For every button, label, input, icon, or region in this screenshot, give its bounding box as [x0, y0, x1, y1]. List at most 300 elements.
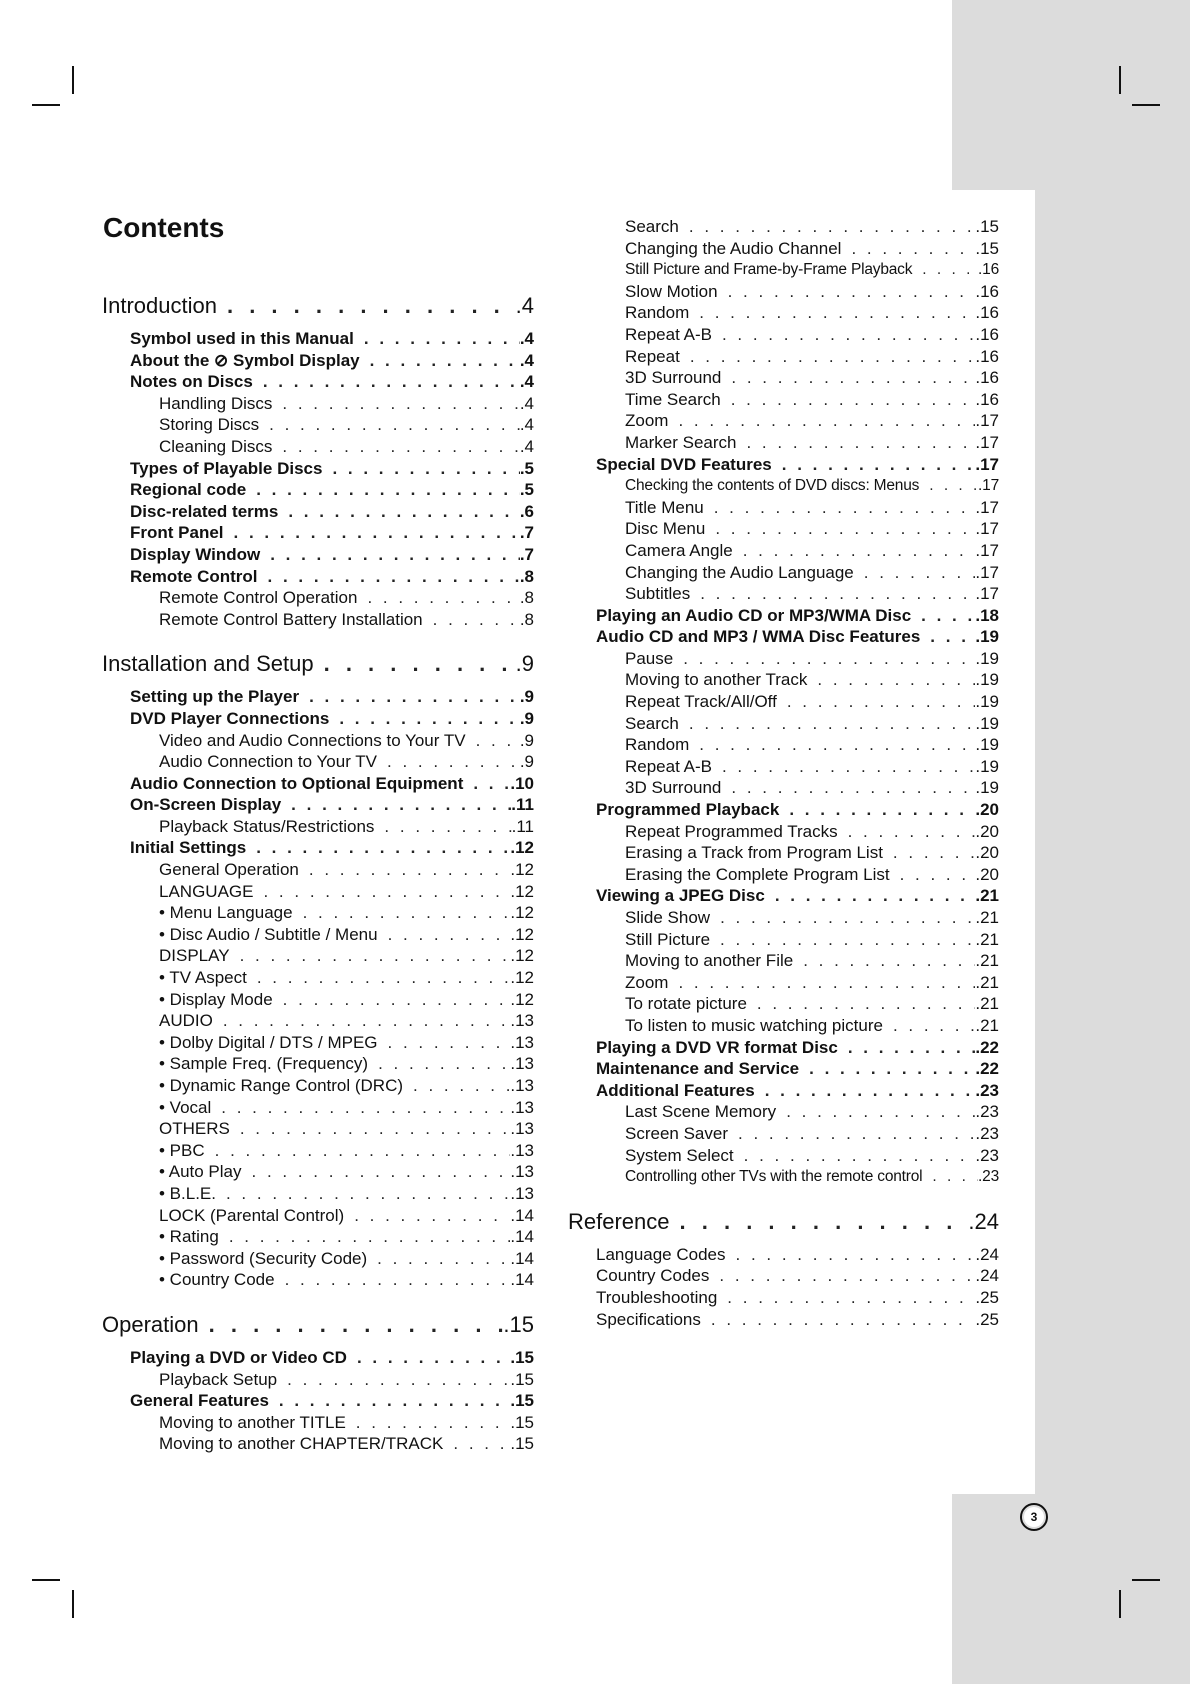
toc-entry[interactable] [102, 881, 534, 903]
toc-entry[interactable] [102, 479, 534, 501]
toc-entry-label: Search [625, 217, 679, 236]
toc-entry-page: .17 [975, 497, 999, 517]
toc-entry-label: Programmed Playback [596, 800, 780, 820]
toc-leader-dots [453, 1433, 510, 1455]
toc-leader-dots [256, 479, 520, 501]
toc-leader-dots [851, 238, 975, 260]
toc-entry-label: General Operation [159, 860, 299, 880]
toc-leader-dots [678, 972, 975, 994]
toc-entry-page: .5 [519, 480, 534, 500]
toc-entry-label: Repeat A-B [625, 324, 712, 344]
toc-entry-label: Controlling other TVs with the remote control [625, 1168, 923, 1186]
toc-leader-dots [221, 1097, 510, 1119]
toc-entry-label: Erasing a Track from Program List [625, 843, 883, 863]
toc-leader-dots [722, 324, 975, 346]
margin-tab-top [952, 0, 1190, 190]
toc-entry-label: • B.L.E. [159, 1183, 216, 1203]
toc-entry[interactable] [102, 1140, 534, 1162]
toc-entry[interactable] [102, 1161, 534, 1183]
toc-leader-dots [731, 777, 975, 799]
toc-entry-page: .9 [519, 730, 534, 750]
toc-entry[interactable] [568, 626, 999, 648]
toc-entry-label: Subtitles [625, 584, 691, 604]
toc-leader-dots [240, 1118, 511, 1140]
toc-entry[interactable] [568, 216, 999, 238]
toc-entry-label: About the ⊘ Symbol Display [130, 350, 360, 370]
toc-entry[interactable] [102, 1412, 534, 1434]
toc-entry-label: Moving to another File [625, 951, 794, 971]
toc-entry-label: Notes on Discs [130, 372, 253, 392]
toc-entry[interactable] [102, 902, 534, 924]
toc-entry-label: 3D Surround [625, 368, 722, 388]
toc-entry-label: Country Codes [596, 1266, 710, 1286]
toc-entry[interactable] [568, 821, 999, 843]
toc-entry[interactable] [568, 1309, 999, 1331]
toc-entry-label: Specifications [596, 1309, 701, 1329]
toc-entry-label: Reference [568, 1208, 670, 1234]
toc-leader-dots [473, 773, 510, 795]
toc-leader-dots [727, 1287, 975, 1309]
toc-entry-page: .8 [519, 609, 534, 629]
toc-entry[interactable] [568, 432, 999, 454]
toc-entry[interactable] [568, 907, 999, 929]
toc-section-heading[interactable] [102, 1311, 534, 1339]
toc-entry[interactable] [568, 367, 999, 389]
toc-entry-label: • Auto Play [159, 1162, 242, 1182]
toc-entry-page: .19 [975, 648, 999, 668]
toc-leader-dots [229, 1226, 511, 1248]
toc-entry-label: System Select [625, 1145, 734, 1165]
toc-entry-label: Slide Show [625, 908, 711, 927]
toc-leader-dots [356, 1412, 511, 1434]
toc-entry-page: .13 [510, 1054, 534, 1074]
toc-entry-label: Playback Setup [159, 1369, 278, 1389]
toc-entry-label: Display Window [130, 544, 261, 564]
toc-entry-label: LANGUAGE [159, 881, 254, 901]
toc-entry[interactable] [102, 436, 534, 458]
toc-entry[interactable] [102, 1433, 534, 1455]
toc-section-heading[interactable] [102, 650, 534, 678]
toc-section-heading[interactable] [102, 292, 534, 320]
toc-leader-dots [678, 410, 975, 432]
toc-entry[interactable] [102, 1269, 534, 1291]
toc-entry-label: Zoom [625, 972, 669, 992]
toc-entry-page: .13 [510, 1076, 534, 1095]
toc-entry-label: Additional Features [596, 1080, 755, 1100]
toc-entry[interactable] [568, 1037, 999, 1059]
toc-entry-label: Front Panel [130, 523, 224, 543]
toc-leader-dots [722, 756, 975, 778]
toc-entry-page: .23 [975, 1123, 999, 1143]
toc-entry-page: .9 [515, 651, 534, 677]
toc-entry[interactable] [568, 583, 999, 605]
toc-entry[interactable] [102, 859, 534, 881]
toc-entry-page: .23 [975, 1102, 999, 1122]
toc-leader-dots [339, 708, 519, 730]
toc-entry-page: .4 [519, 436, 534, 456]
toc-entry-page: .25 [975, 1287, 999, 1307]
toc-entry[interactable] [568, 1080, 999, 1102]
toc-entry-page: .20 [975, 821, 999, 841]
toc-entry-page: .21 [975, 1015, 999, 1035]
toc-leader-dots [282, 393, 519, 415]
toc-entry-label: Slow Motion [625, 281, 718, 301]
toc-entry[interactable] [102, 414, 534, 436]
toc-entry[interactable] [568, 1265, 999, 1287]
toc-leader-dots [357, 1347, 510, 1369]
toc-entry-label: Audio Connection to Your TV [159, 752, 378, 772]
toc-entry[interactable] [568, 1058, 999, 1080]
toc-entry[interactable] [568, 972, 999, 994]
toc-leader-dots [252, 1161, 511, 1183]
toc-entry-page: .4 [519, 372, 534, 392]
toc-entry-label: Remote Control [130, 566, 258, 586]
toc-entry-label: Symbol used in this Manual [130, 329, 354, 348]
toc-entry[interactable] [568, 302, 999, 324]
toc-entry-page: .12 [510, 946, 534, 966]
toc-entry-page: .19 [975, 735, 999, 755]
toc-entry[interactable] [102, 522, 534, 544]
toc-leader-dots [476, 730, 520, 752]
toc-leader-dots [765, 1080, 976, 1102]
toc-entry-label: Random [625, 735, 690, 755]
toc-leader-dots [921, 605, 975, 627]
toc-entry-page: .19 [975, 713, 999, 733]
toc-entry[interactable] [102, 967, 534, 989]
toc-entry-label: Storing Discs [159, 415, 260, 435]
toc-entry-page: .24 [968, 1208, 999, 1234]
toc-entry-label: Still Picture [625, 929, 711, 949]
toc-leader-dots [413, 1075, 510, 1097]
toc-entry-page: .21 [975, 951, 999, 971]
toc-entry-label: Types of Playable Discs [130, 458, 323, 478]
toc-entry[interactable] [568, 842, 999, 864]
toc-leader-dots [367, 587, 519, 609]
toc-entry[interactable] [102, 1118, 534, 1140]
toc-leader-dots [287, 1369, 510, 1391]
toc-entry-page: .9 [519, 708, 534, 728]
toc-entry[interactable] [102, 458, 534, 480]
toc-entry-page: .12 [510, 881, 534, 901]
toc-entry-page: .4 [519, 329, 534, 348]
toc-leader-dots [690, 346, 976, 368]
toc-entry-page: .12 [510, 924, 534, 944]
toc-entry[interactable] [568, 410, 999, 432]
toc-entry-page: .9 [519, 687, 534, 707]
toc-entry-page: .13 [510, 1140, 534, 1160]
toc-leader-dots [332, 458, 519, 480]
toc-entry[interactable] [102, 773, 534, 795]
toc-leader-dots [731, 389, 976, 411]
toc-entry[interactable] [568, 454, 999, 476]
toc-leader-dots [291, 794, 511, 816]
toc-entry[interactable] [102, 1053, 534, 1075]
toc-entry-page: .21 [975, 886, 999, 906]
toc-entry-page: .14 [510, 1205, 534, 1225]
toc-entry-label: Disc-related terms [130, 501, 279, 521]
toc-entry[interactable] [102, 751, 534, 773]
toc-entry[interactable] [102, 544, 534, 566]
toc-leader-dots [683, 648, 975, 670]
toc-entry[interactable] [568, 1166, 999, 1188]
toc-leader-dots [256, 837, 510, 859]
toc-entry-label: Setting up the Player [130, 687, 300, 707]
toc-leader-dots [283, 989, 511, 1011]
toc-leader-dots [929, 475, 978, 497]
toc-entry-page: .16 [978, 261, 999, 279]
toc-entry[interactable] [568, 799, 999, 821]
toc-entry-page: .17 [975, 584, 999, 604]
toc-entry[interactable] [102, 566, 534, 588]
toc-entry-page: .4 [519, 415, 534, 435]
toc-entry[interactable] [568, 691, 999, 713]
toc-entry[interactable] [102, 945, 534, 967]
toc-entry[interactable] [568, 281, 999, 303]
toc-entry-label: To listen to music watching picture [625, 1015, 883, 1035]
toc-entry[interactable] [102, 794, 534, 816]
toc-entry[interactable] [102, 1075, 534, 1097]
toc-leader-dots [719, 1265, 975, 1287]
toc-entry[interactable] [102, 393, 534, 415]
toc-entry[interactable] [102, 371, 534, 393]
toc-entry-page: .18 [975, 605, 999, 625]
toc-leader-dots [744, 1145, 976, 1167]
toc-leader-dots [893, 1015, 975, 1037]
toc-leader-dots [817, 669, 975, 691]
toc-entry-page: .7 [519, 544, 534, 564]
toc-entry-label: Erasing the Complete Program List [625, 864, 890, 884]
toc-leader-dots [285, 1269, 511, 1291]
toc-entry[interactable] [568, 669, 999, 691]
toc-leader-dots [720, 929, 975, 951]
toc-leader-dots [384, 816, 511, 838]
toc-entry[interactable] [102, 1183, 534, 1205]
toc-entry-label: Installation and Setup [102, 651, 314, 677]
toc-entry[interactable] [568, 713, 999, 735]
toc-entry[interactable] [568, 324, 999, 346]
toc-entry-label: Maintenance and Service [596, 1059, 800, 1079]
toc-entry-page: .19 [975, 670, 999, 690]
toc-leader-dots [699, 734, 975, 756]
toc-entry[interactable] [102, 1205, 534, 1227]
toc-entry-page: .17 [975, 562, 999, 582]
toc-leader-dots [736, 1244, 976, 1266]
toc-entry-label: • Country Code [159, 1270, 275, 1290]
toc-entry-page: .13 [510, 1162, 534, 1182]
page-title: Contents [103, 212, 225, 243]
toc-leader-dots [775, 885, 976, 907]
toc-entry-label: Last Scene Memory [625, 1102, 777, 1122]
toc-leader-dots [269, 414, 520, 436]
toc-entry[interactable] [568, 497, 999, 519]
toc-entry[interactable] [568, 950, 999, 972]
toc-leader-dots [263, 371, 520, 393]
toc-entry-page: .14 [510, 1270, 534, 1290]
toc-entry[interactable] [102, 837, 534, 859]
toc-leader-dots [782, 454, 976, 476]
toc-leader-dots [728, 281, 976, 303]
toc-entry-page: .17 [975, 411, 999, 431]
toc-entry-label: • TV Aspect [159, 968, 247, 988]
toc-entry-page: .16 [975, 303, 999, 323]
toc-entry-label: Screen Saver [625, 1123, 728, 1143]
toc-entry[interactable] [568, 540, 999, 562]
toc-entry[interactable] [568, 993, 999, 1015]
toc-entry-page: .22 [975, 1037, 999, 1057]
toc-entry-label: Marker Search [625, 432, 737, 452]
toc-entry[interactable] [102, 328, 534, 350]
toc-entry-page: .24 [975, 1244, 999, 1264]
toc-entry-label: OTHERS [159, 1119, 230, 1139]
toc-entry[interactable] [102, 1369, 534, 1391]
toc-entry[interactable] [102, 1097, 534, 1119]
toc-entry[interactable] [102, 587, 534, 609]
toc-leader-dots [900, 864, 976, 886]
toc-entry-page: .11 [511, 816, 534, 836]
crop-mark [1132, 104, 1160, 106]
toc-entry[interactable] [568, 648, 999, 670]
toc-entry[interactable] [102, 924, 534, 946]
toc-entry-page: .24 [975, 1266, 999, 1286]
toc-entry-page: .4 [519, 393, 534, 413]
toc-entry-label: Handling Discs [159, 393, 273, 413]
toc-entry[interactable] [102, 730, 534, 752]
toc-entry-page: .22 [975, 1059, 999, 1079]
toc-entry[interactable] [568, 1145, 999, 1167]
toc-entry-label: • Sample Freq. (Frequency) [159, 1054, 369, 1074]
toc-entry-page: .14 [510, 1227, 534, 1247]
toc-entry[interactable] [102, 609, 534, 631]
toc-entry-label: Still Picture and Frame-by-Frame Playback [625, 261, 913, 279]
toc-leader-dots [731, 367, 975, 389]
toc-leader-dots [303, 902, 511, 924]
toc-entry[interactable] [568, 777, 999, 799]
toc-entry-page: .17 [975, 519, 999, 539]
toc-entry[interactable] [568, 518, 999, 540]
toc-leader-dots [711, 1309, 975, 1331]
toc-entry[interactable] [568, 1015, 999, 1037]
toc-entry[interactable] [568, 929, 999, 951]
toc-leader-dots [324, 650, 516, 678]
toc-entry-page: .20 [975, 843, 999, 863]
toc-entry[interactable] [568, 238, 999, 260]
toc-entry-page: .17 [975, 454, 999, 474]
toc-leader-dots [257, 967, 511, 989]
toc-leader-dots [787, 691, 976, 713]
toc-entry-page: .15 [510, 1412, 534, 1432]
toc-entry[interactable] [102, 1248, 534, 1270]
toc-entry[interactable] [102, 1226, 534, 1248]
toc-leader-dots [377, 1248, 510, 1270]
toc-entry-page: .16 [975, 368, 999, 388]
toc-leader-dots [387, 751, 520, 773]
toc-entry[interactable] [102, 1032, 534, 1054]
toc-entry-page: .17 [978, 477, 999, 495]
toc-entry-page: .21 [975, 972, 999, 992]
toc-entry[interactable] [102, 1390, 534, 1412]
toc-leader-dots [215, 1140, 511, 1162]
toc-entry-page: .12 [510, 838, 534, 858]
toc-entry-page: .9 [519, 752, 534, 772]
toc-entry-label: DISPLAY [159, 946, 230, 966]
toc-entry-page: .12 [510, 968, 534, 988]
toc-leader-dots [699, 302, 975, 324]
toc-leader-dots [803, 950, 975, 972]
toc-entry[interactable] [568, 562, 999, 584]
toc-entry[interactable] [568, 734, 999, 756]
toc-entry[interactable] [568, 389, 999, 411]
toc-entry[interactable] [568, 475, 999, 497]
toc-entry[interactable] [568, 259, 999, 281]
toc-entry-label: Search [625, 713, 679, 733]
toc-entry[interactable] [102, 686, 534, 708]
toc-entry-page: .23 [975, 1145, 999, 1165]
toc-entry[interactable] [568, 1287, 999, 1309]
toc-entry-page: .23 [975, 1080, 999, 1100]
toc-entry-label: Video and Audio Connections to Your TV [159, 730, 466, 750]
toc-entry[interactable] [568, 1101, 999, 1123]
toc-entry-label: Repeat Track/All/Off [625, 692, 777, 712]
toc-entry[interactable] [102, 708, 534, 730]
toc-entry-page: .17 [975, 540, 999, 560]
toc-entry-label: • Rating [159, 1227, 219, 1247]
toc-entry-label: DVD Player Connections [130, 708, 330, 728]
toc-entry-label: Pause [625, 648, 674, 668]
toc-entry[interactable] [568, 864, 999, 886]
toc-leader-dots [309, 859, 510, 881]
toc-entry-label: Changing the Audio Language [625, 562, 854, 582]
toc-leader-dots [720, 907, 975, 929]
toc-entry[interactable] [102, 816, 534, 838]
toc-entry[interactable] [568, 885, 999, 907]
toc-entry-page: .12 [510, 989, 534, 1009]
toc-entry[interactable] [568, 346, 999, 368]
toc-entry-label: • Dolby Digital / DTS / MPEG [159, 1032, 378, 1052]
toc-entry-page: .21 [975, 994, 999, 1014]
toc-leader-dots [757, 993, 975, 1015]
toc-leader-dots [433, 609, 520, 631]
toc-leader-dots [700, 583, 975, 605]
toc-entry[interactable] [102, 1347, 534, 1369]
toc-leader-dots [234, 522, 520, 544]
toc-entry[interactable] [102, 1010, 534, 1032]
toc-entry[interactable] [102, 989, 534, 1011]
toc-leader-dots [388, 924, 511, 946]
toc-entry-page: .13 [510, 1097, 534, 1117]
toc-entry[interactable] [568, 605, 999, 627]
toc-entry-page: .23 [978, 1168, 999, 1186]
toc-entry-page: .13 [510, 1183, 534, 1203]
crop-mark [32, 1579, 60, 1581]
toc-leader-dots [227, 292, 516, 320]
toc-entry-label: Regional code [130, 480, 247, 500]
toc-section-heading[interactable] [568, 1208, 999, 1236]
toc-leader-dots [680, 1208, 969, 1236]
toc-entry-page: .6 [519, 501, 534, 521]
toc-entry-page: .8 [519, 588, 534, 608]
toc-entry-page: .4 [515, 293, 534, 318]
toc-entry[interactable] [102, 350, 534, 372]
toc-entry[interactable] [568, 756, 999, 778]
toc-entry[interactable] [568, 1244, 999, 1266]
crop-mark [1119, 66, 1121, 94]
toc-entry-page: .16 [975, 281, 999, 301]
toc-entry-label: Troubleshooting [596, 1287, 718, 1307]
toc-entry[interactable] [568, 1123, 999, 1145]
toc-entry-page: .15 [510, 1434, 534, 1454]
toc-entry[interactable] [102, 501, 534, 523]
toc-entry-page: .15 [510, 1391, 534, 1411]
